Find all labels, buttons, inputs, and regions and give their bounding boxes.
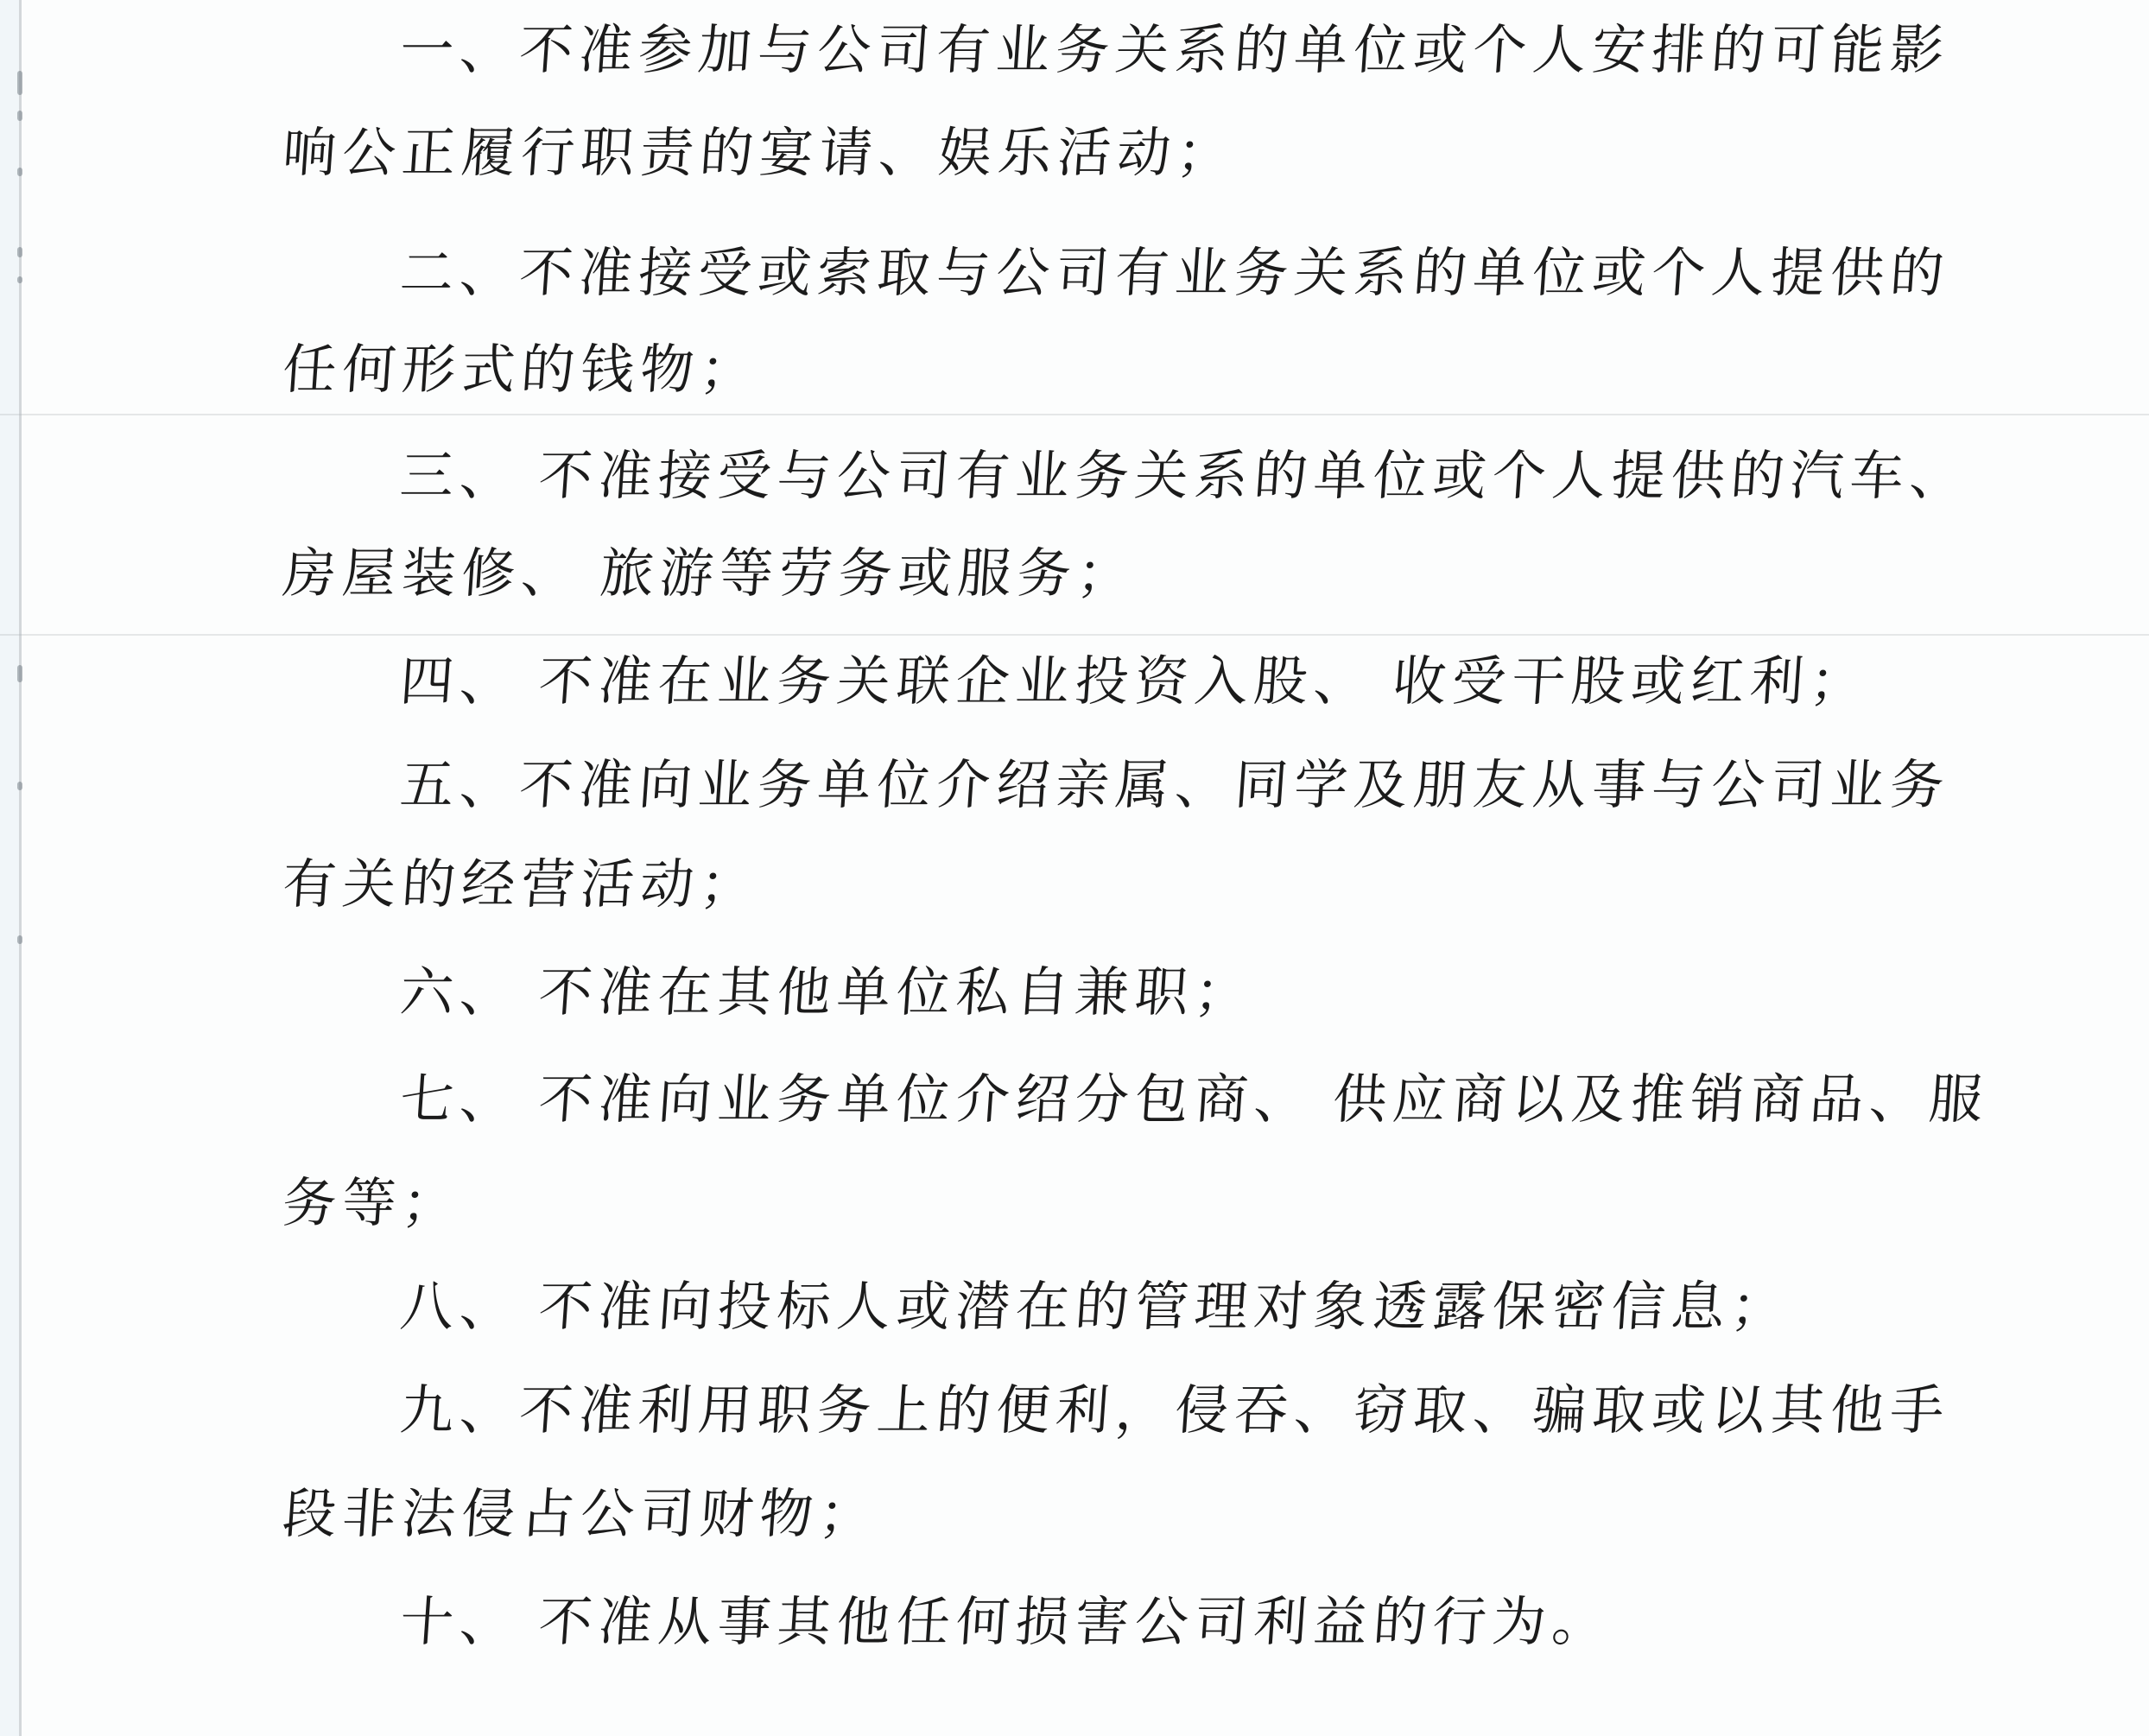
document-line: 务等； — [280, 1175, 464, 1233]
document-line: 房屋装修、 旅游等劳务或服务； — [280, 545, 1139, 604]
document-line: 八、 不准向投标人或潜在的管理对象透露保密信息； — [397, 1278, 1793, 1337]
document-line: 五、不准向业务单位介绍亲属、同学及朋友从事与公司业务 — [397, 757, 1952, 815]
scan-artifact — [17, 665, 22, 682]
document-line: 三、 不准接受与公司有业务关系的单位或个人提供的汽车、 — [397, 447, 1972, 506]
document-line: 九、不准利用职务上的便利，侵吞、窃取、骗取或以其他手 — [397, 1382, 1952, 1441]
scan-artifact — [17, 247, 22, 257]
scan-streak — [0, 414, 2149, 415]
scan-streak — [0, 634, 2149, 636]
document-line: 有关的经营活动； — [280, 856, 762, 915]
scan-artifact — [17, 935, 22, 944]
scan-artifact — [17, 276, 22, 283]
document-line: 一、不准参加与公司有业务关系的单位或个人安排的可能影 — [397, 22, 1952, 80]
document-line: 段非法侵占公司财物； — [280, 1486, 881, 1544]
document-line: 响公正履行职责的宴请、娱乐活动； — [280, 124, 1239, 183]
scan-edge-strip — [0, 0, 19, 1736]
document-line: 二、不准接受或索取与公司有业务关系的单位或个人提供的 — [397, 244, 1952, 303]
scan-binding-line — [19, 0, 22, 1736]
scan-artifact — [17, 71, 22, 95]
scan-artifact — [17, 782, 22, 790]
document-line: 六、 不准在其他单位私自兼职； — [397, 964, 1257, 1023]
scan-artifact — [17, 168, 22, 176]
document-line: 四、 不准在业务关联企业投资入股、 收受干股或红利； — [397, 653, 1872, 712]
document-line: 任何形式的钱物； — [280, 341, 762, 400]
document-line: 十、 不准从事其他任何损害公司利益的行为。 — [397, 1593, 1614, 1652]
document-line: 七、 不准向业务单位介绍分包商、 供应商以及推销商品、服 — [397, 1071, 1991, 1130]
scan-artifact — [17, 111, 22, 121]
